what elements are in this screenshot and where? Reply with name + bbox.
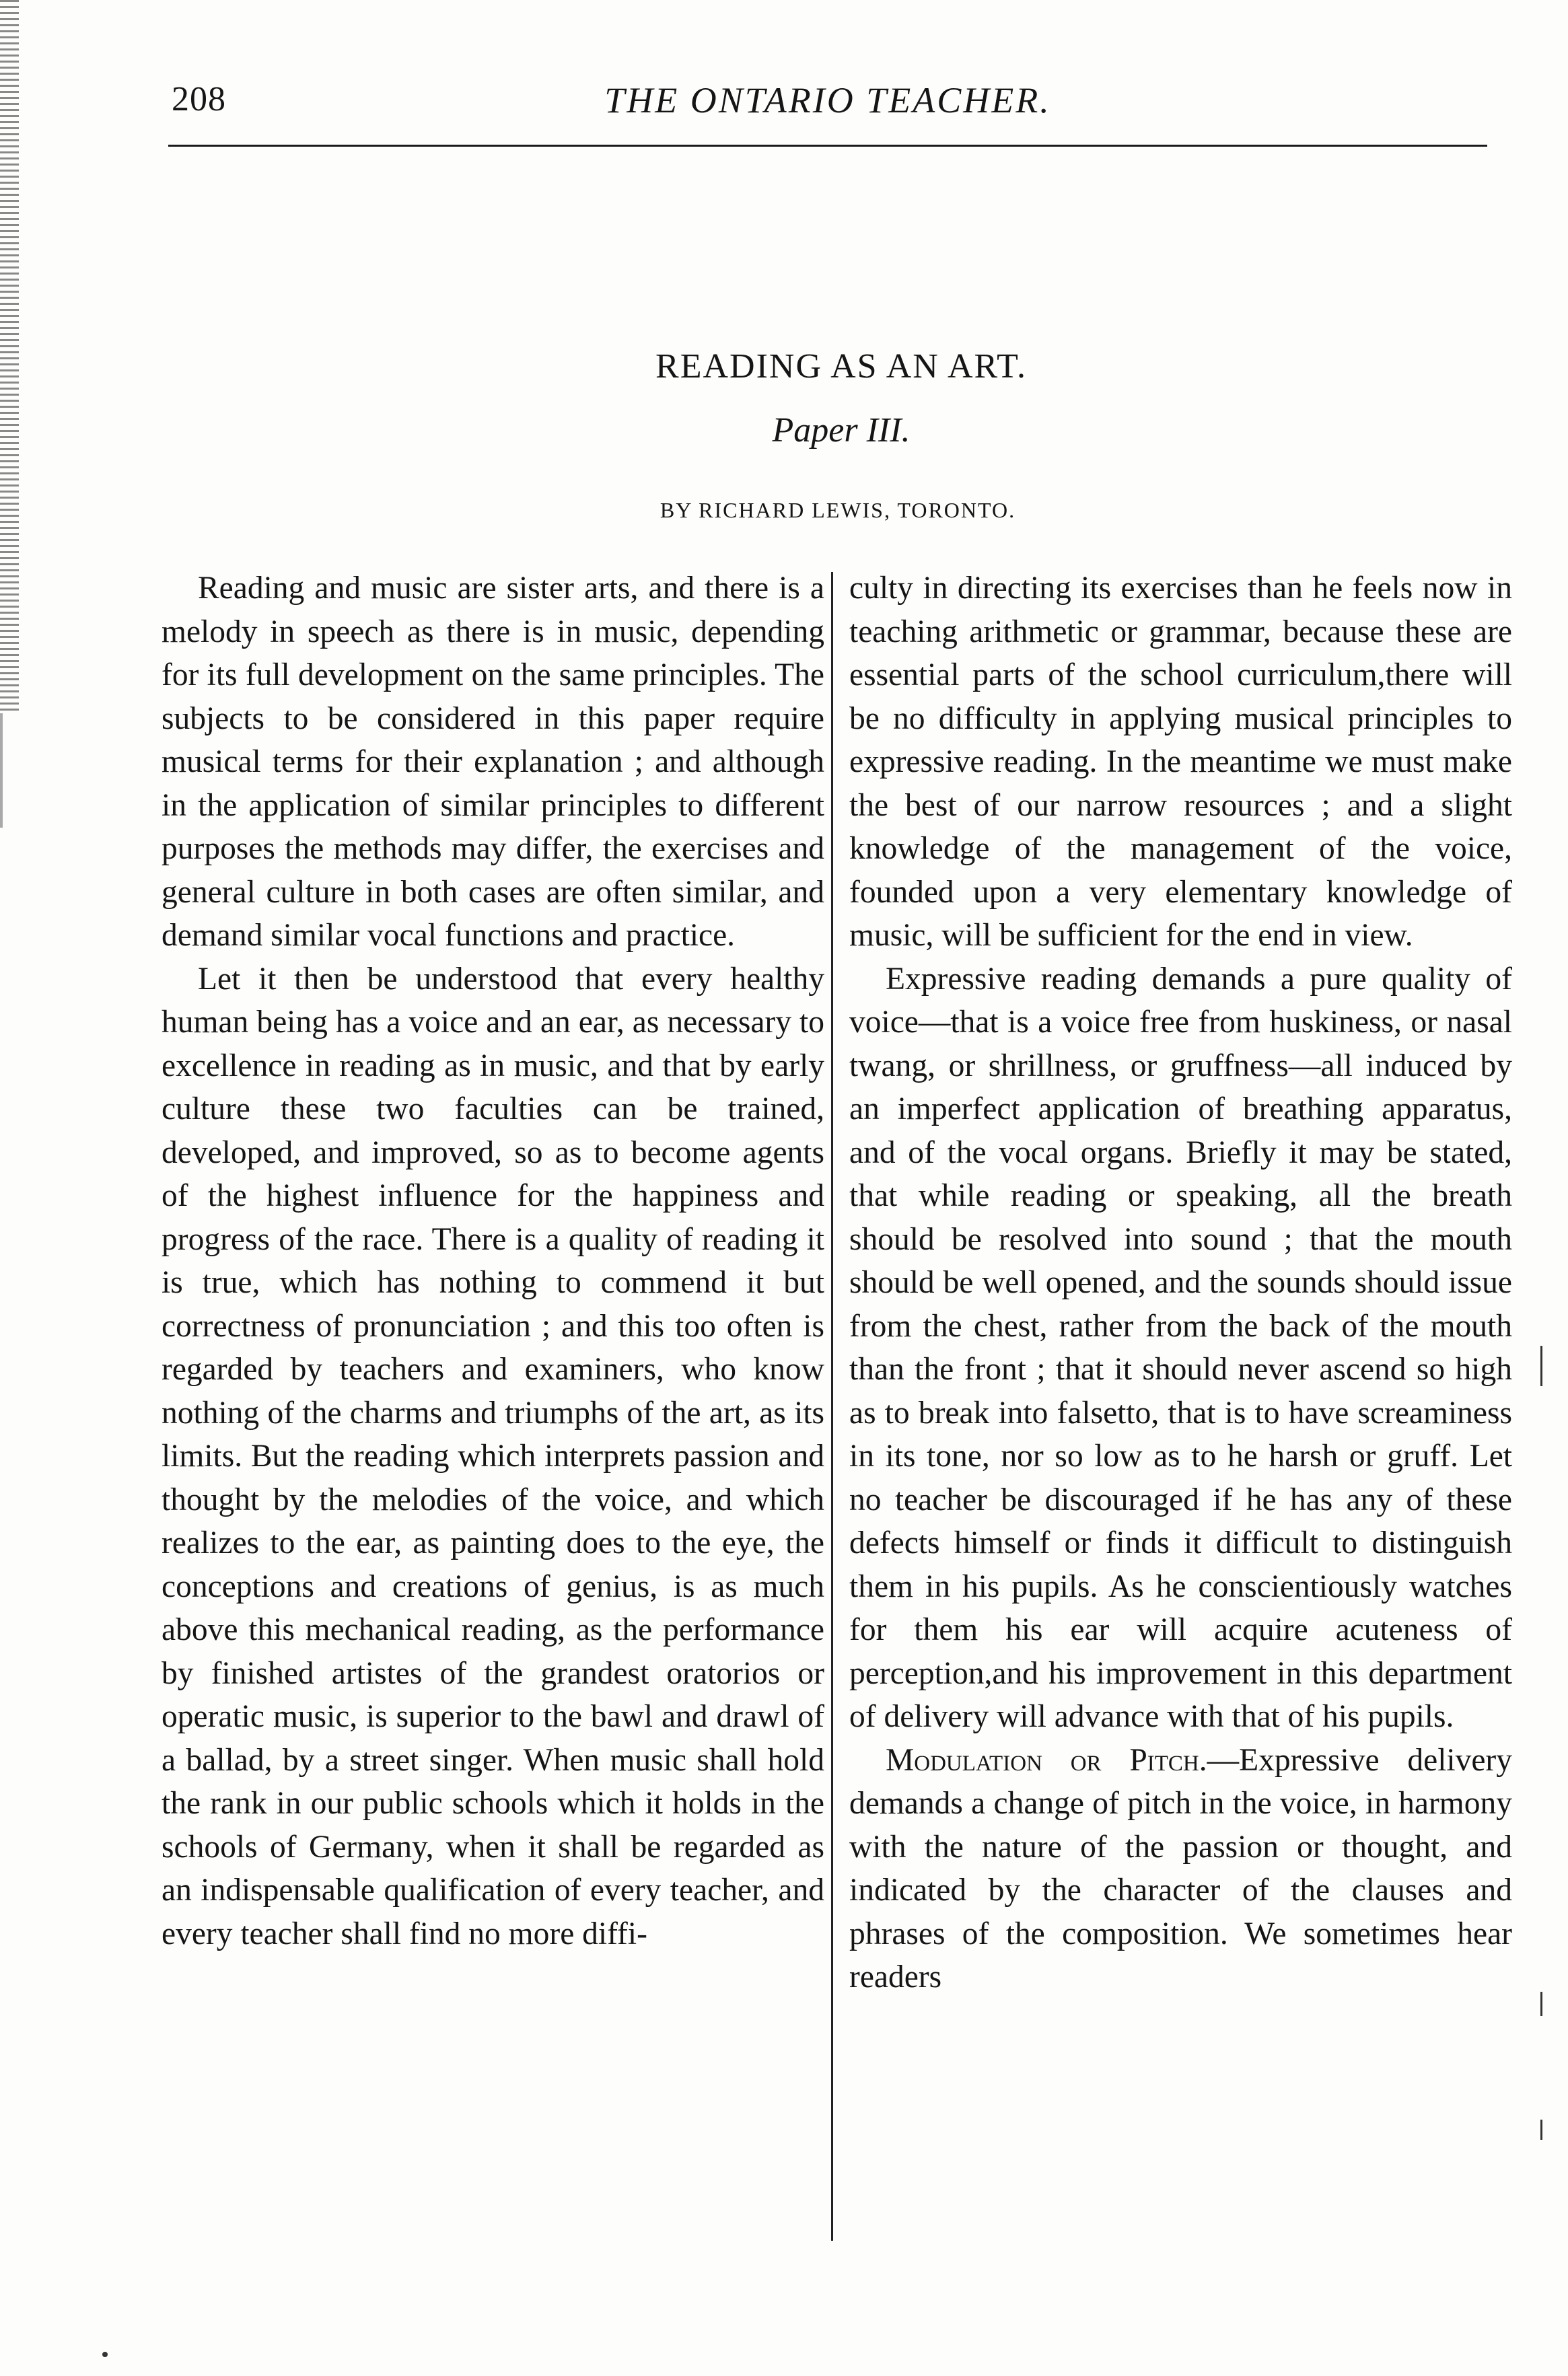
right-column <box>849 567 1512 1999</box>
margin-mark <box>1540 2120 1542 2140</box>
binding-edge-mark <box>0 713 3 828</box>
paragraph <box>849 1739 1512 1999</box>
paragraph-continuation: culty in directing its exercises than he feels now in teaching arithmetic or grammar, because these are essential parts of the school curriculum,there will be no difficulty in applying musical principles to expressive reading. In the meantime we must make the best of our narrow resources ; and a slight knowledge of the management of the voice, founded upon a very elementary knowledge of music, will be sufficient for the end in view. <box>849 571 1512 953</box>
paragraph-text: —Expressive delivery demands a change of pitch in the voice, in harmony with the nature of the passion or thought, and indicated by the character of the clauses and phrases of the composition. We sometimes hear readers <box>849 1742 1513 1994</box>
section-heading: Modulation or Pitch. <box>886 1742 1207 1778</box>
article-title: READING AS AN ART. <box>655 347 1027 386</box>
margin-mark <box>1540 1346 1542 1386</box>
header-rule <box>168 145 1487 147</box>
stray-dot <box>102 2352 108 2357</box>
paragraph: Reading and music are sister arts, and there is a melody in speech as there is in music, depending for its full development on the same principles. The subjects to be considered in this paper require musical terms for their explanation ; and although in the application of similar principles to different purposes the methods may differ, the exercises and general culture in both cases are often similar, and demand similar vocal functions and practice. <box>162 571 824 953</box>
article-subtitle: Paper III. <box>772 411 911 449</box>
paragraph: Expressive reading demands a pure quality of voice—that is a voice free from huskiness, or nasal twang, or shrillness, or gruffness—all induced by an imperfect application of breathing apparatus, and of the vocal organs. Briefly it may be stated, that while reading or speaking, all the breath should be resolved into sound ; that the mouth should be well opened, and the sounds should issue from the chest, rather from the back of the mouth than the front ; that it should never ascend so high as to break into falsetto, that is to have screaminess in its tone, nor so low as to he harsh or gruff. Let no teacher be discouraged if he has any of these defects himself or finds it difficult to distinguish them in his pupils. As he conscientiously watches for them his ear will acquire acuteness of perception,and his improvement in this department of delivery will advance with that of his pupils. <box>849 961 1512 1734</box>
left-column <box>162 567 824 1955</box>
paragraph: Let it then be understood that every healthy human being has a voice and an ear, as necessary to excellence in reading as in music, and that by early culture these two faculties can be trained, developed, and improved, so as to become agents of the highest influence for the happiness and progress of the race. There is a quality of reading it is true, which has nothing to commend it but correctness of pronunciation ; and this too often is regarded by teachers and examiners, who know nothing of the charms and triumphs of the art, as its limits. But the reading which interprets passion and thought by the melodies of the voice, and which realizes to the ear, as painting does to the eye, the conceptions and creations of genius, is as much above this mechanical reading, as the performance by finished artistes of the grandest oratorios or operatic music, is superior to the bawl and drawl of a ballad, by a street singer. When music shall hold the rank in our public schools which it holds in the schools of Germany, when it shall be regarded as an indispensable qualification of every teacher, and every teacher shall find no more diffi- <box>162 961 824 1951</box>
margin-mark <box>1540 1992 1542 2016</box>
page-number: 208 <box>172 80 226 118</box>
running-head <box>172 79 1484 133</box>
journal-title: THE ONTARIO TEACHER. <box>604 80 1051 120</box>
column-divider <box>831 572 833 2241</box>
article-byline: BY RICHARD LEWIS, TORONTO. <box>660 498 1016 522</box>
